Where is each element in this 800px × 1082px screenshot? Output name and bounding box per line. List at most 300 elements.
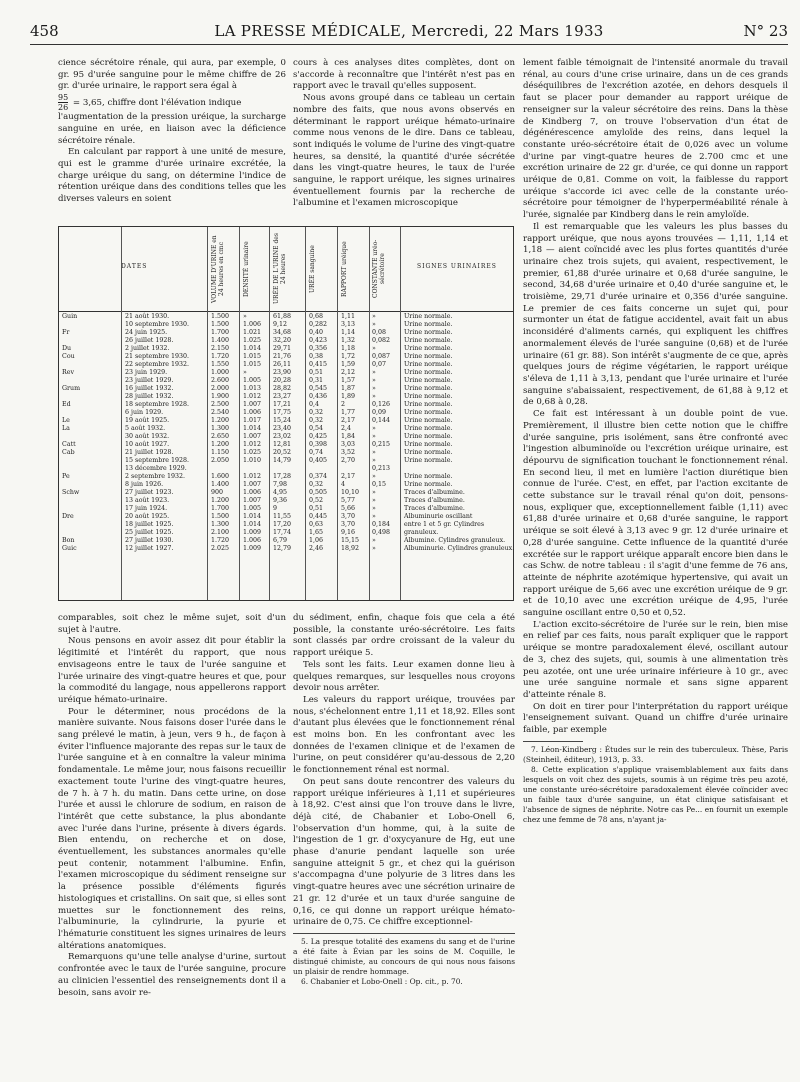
table-row [59,361,513,369]
row-signs: Urine normale. [404,473,453,480]
row-signs: Urine normale. [404,425,453,432]
row-urea-blood: 0,38 [309,353,324,360]
table-row [59,321,513,329]
paragraph: lement faible témoignait de l'intensité anormale du travail rénal, au cours d'une crise urinaire, dans un de ces grands déséquilibres de l'excrétion azotée, en dehors desquels il faut se placer pour demander au rapport uréique de renseigner sur la valeur sécrétoire des reins. Dans la thèse de Kindberg 7, on trouve l'observation d'un état de dégénérescence amyloïde des reins, dans lequel la constante uréo-sécrétoire était de 0,026 avec un volume d'urine par vingt-quatre heures de 2.700 cmc et une excrétion urinaire de 22 gr. d'urée, ce qui donne un rapport uréique de 0,81. Comme on voit, la faiblesse du rapport uréique s'accorde ici avec celle de la constante uréo-sécrétoire pour témoigner de l'hyperperméabilité rénale à l'urée, signalée par Kindberg dans le rein amyloïde. [523,58,788,221]
row-urea-blood: 0,31 [309,377,324,384]
row-constant: 0,126 [372,401,391,408]
row-constant: 0,07 [372,361,387,368]
row-constant: » [372,433,376,440]
row-volume: 1.200 [211,497,230,504]
row-date: 27 juillet 1923. [125,489,174,496]
row-patient: Le [62,417,70,424]
row-date: 21 juillet 1928. [125,449,174,456]
row-urea-blood: 0,52 [309,497,324,504]
row-constant: » [372,385,376,392]
row-date: 22 septembre 1932. [125,361,190,368]
column-3 [523,58,788,825]
row-constant: 0,087 [372,353,391,360]
row-signs: Albuminurie oscillant [404,513,473,520]
table-row [59,417,513,425]
row-urea-24h: 32,20 [273,337,292,344]
row-urea-24h: 15,24 [273,417,292,424]
row-date: 18 juillet 1925. [125,521,174,528]
footnote: 7. Léon-Kindberg : Études sur le rein des tuberculeux. Thèse, Paris (Steinheil, éditeur), 1913, p. 33. [523,744,788,764]
row-constant: 0,184 [372,521,391,528]
footnote: 5. La presque totalité des examens du sang et de l'urine a été faite à Évian par les soins de M. Coquille, le distingué chimiste, au concours de qui nous nous faisons un plaisir de rendre hommage. [293,936,515,976]
fraction [58,93,68,112]
row-constant: 0,215 [372,441,391,448]
row-date: 26 juillet 1928. [125,337,174,344]
row-volume: 1.550 [211,361,230,368]
table-row [59,545,513,553]
row-signs: Traces d'albumine. [404,505,465,512]
row-density: 1.013 [243,385,262,392]
row-volume: 2.500 [211,401,230,408]
row-date: 13 décembre 1929. [125,465,187,472]
row-date: 2 juillet 1932. [125,345,170,352]
row-volume: 1.400 [211,481,230,488]
row-urea-blood: 0,51 [309,369,324,376]
row-urea-blood: 0,74 [309,449,324,456]
row-urea-blood: 0,68 [309,313,324,320]
row-signs: Urine normale. [404,353,453,360]
row-urea-24h: 17,21 [273,401,292,408]
paragraph: Tels sont les faits. Leur examen donne lieu à quelques remarques, sur lesquelles nous croyons devoir nous arrêter. [293,659,515,694]
paragraph: On doit en tirer pour l'interprétation du rapport uréique l'enseignement suivant. Quand un chiffre d'urée urinaire faible, par exemple [523,701,788,736]
row-urea-blood: 0,445 [309,513,328,520]
row-constant: » [372,425,376,432]
row-urea-24h: 23,90 [273,369,292,376]
row-date: 23 juillet 1929. [125,377,174,384]
footnote-rule [523,741,583,742]
table-row [59,481,513,489]
row-density: 1.005 [243,505,262,512]
row-patient: Grum [62,385,81,392]
row-signs: entre 1 et 5 gr. Cylindres [404,521,485,528]
paragraph: Il est remarquable que les valeurs les plus basses du rapport uréique, que nous ayons trouvées — 1,11, 1,14 et 1,18 — aient coïncidé avec les plus fortes quantités d'urée urinaire chez trois sujets, qui avaient, respectivement, le premier, 61,88 d'urée urinaire et 0,68 d'urée sanguine, le second, 34,68 d'urée urinaire et 0,40 d'urée sanguine et, le troisième, 29,71 d'urée urinaire et 0,356 d'urée sanguine. Le premier de ces faits concerne un sujet qui, pour surmonter un état de fatigue accidentel, avait fait un abus inconsidéré d'aliments carnés, qui expliquent les chiffres anormalement élevés de l'urée sanguine (0,68) et de l'urée urinaire (61 gr. 88). Son intérêt s'augmente de ce que, après quelques jours de régime végétarien, le rapport uréique s'éleva de 1,11 à 3,13, pendant que l'urée urinaire et l'urée sanguine s'abaissaient, respectivement, de 61,88 à 9,12 et de 0,68 à 0,28. [523,221,788,408]
row-urea-blood: 0,505 [309,489,328,496]
row-constant: 0,08 [372,329,387,336]
row-constant: 0,15 [372,481,387,488]
row-signs: Albuminurie. Cylindres granuleux. [404,545,515,552]
table-row [59,401,513,409]
row-urea-blood: 0,415 [309,361,328,368]
row-volume: 2.600 [211,377,230,384]
row-urea-24h: 9,36 [273,497,288,504]
paragraph: Nous pensons en avoir assez dit pour établir la légitimité et l'intérêt du rapport, que nous envisageons entre le taux de l'urée sanguine et l'urée urinaire des vingt-quatre heures et que, pour la commodité du langage, nous appellerons rapport uréique hémato-urinaire. [58,636,286,705]
row-ratio: 3,70 [341,513,356,520]
row-constant: » [372,497,376,504]
row-urea-24h: 23,40 [273,425,292,432]
row-date: 8 juin 1926. [125,481,164,488]
row-volume: 1.000 [211,369,230,376]
row-volume: 1.900 [211,393,230,400]
row-volume: 1.200 [211,417,230,424]
row-density: 1.006 [243,537,262,544]
row-ratio: 1,57 [341,377,356,384]
row-urea-24h: 17,28 [273,473,292,480]
row-urea-blood: 0,63 [309,521,324,528]
row-signs: Urine normale. [404,329,453,336]
row-urea-24h: 34,68 [273,329,292,336]
page-number: 458 [30,22,59,40]
row-constant: » [372,505,376,512]
row-ratio: 1,18 [341,345,356,352]
row-density: 1.006 [243,489,262,496]
paragraph: En calculant par rapport à une unité de mesure, qui est le gramme d'urée urinaire excrétée, la charge uréique du sang, on détermine l'indice de rétention uréique dans des conditions telles que les diverses valeurs en soient [58,147,286,205]
table-row [59,369,513,377]
row-density: 1.025 [243,449,262,456]
row-constant: 0,144 [372,417,391,424]
footnote: 6. Chabanier et Lobo-Onell : Op. cit., p. 70. [301,976,463,986]
row-date: 25 juillet 1925. [125,529,174,536]
row-date: 16 juillet 1932. [125,385,174,392]
row-signs: Urine normale. [404,345,453,352]
row-date: 12 juillet 1927. [125,545,174,552]
row-patient: Cou [62,353,75,360]
row-urea-blood: 0,436 [309,393,328,400]
row-constant: » [372,321,376,328]
row-ratio: 1,87 [341,385,356,392]
row-constant: » [372,313,376,320]
row-date: 6 juin 1929. [125,409,164,416]
table-row [59,385,513,393]
row-density: 1.007 [243,401,262,408]
row-ratio: 1,84 [341,433,356,440]
paragraph: Ce fait est intéressant à un double point de vue. Premièrement, il illustre bien cette notion que le chiffre d'urée sanguine, pris isolément, sans être confronté avec l'ingestion albuminoïde ou l'excrétion uréique urinaire, est dépourvu de signification touchant le fonctionnement rénal. En second lieu, il met en lumière l'action diurétique bien connue de l'urée. C'est, en effet, par l'action excitante de cette substance sur le travail rénal qu'on doit, pensons-nous, expliquer que, exceptionnellement faible (1,11) avec 61,88 d'urée urinaire et 0,68 d'urée sanguine, le rapport uréique se soit élevé à 3,13 avec 9 gr. 12 d'urée urinaire et 0,28 d'urée sanguine. Cette influence de la quantité d'urée excrétée sur le rapport uréique apparaît encore bien dans le cas Schw. de notre tableau : il s'agit d'une femme de 76 ans, atteinte de néphrite azotémique hypertensive, qui avait un rapport uréique de 5,66 avec une excrétion uréique de 9 gr. et de 10,10 avec une excrétion uréique de 4,95, l'urée sanguine oscillant entre 0,50 et 0,52. [523,409,788,619]
row-ratio: 2,17 [341,473,356,480]
row-signs: Urine normale. [404,369,453,376]
paragraph: Remarquons qu'une telle analyse d'urine, surtout confrontée avec le taux de l'urée sanguine, procure au clinicien l'essentiel des renseignements dont il a besoin, sans avoir re- [58,952,286,998]
formula-result: = 3,65, chiffre dont l'élévation indique [72,98,242,109]
header-density: DENSITÉ urinaire [243,241,250,297]
row-date: 27 juillet 1930. [125,537,174,544]
row-date: 19 août 1925. [125,417,170,424]
row-signs: Urine normale. [404,337,453,344]
row-urea-blood: 0,40 [309,329,324,336]
table-body [59,313,513,553]
row-date: 2 septembre 1932. [125,473,186,480]
row-ratio: 2,12 [341,369,356,376]
row-urea-blood: 0,356 [309,345,328,352]
row-signs: Urine normale. [404,401,453,408]
row-signs: granuleux. [404,529,439,536]
paragraph: L'action excito-sécrétoire de l'urée sur le rein, bien mise en relief par ces faits, nous paraît expliquer que le rapport uréique se montre paradoxalement élevé, oscillant autour de 3, chez des sujets, qui, soumis à une alimentation très peu azotée, ont une urée urinaire inférieure à 10 gr., avec une urée sanguine normale et sans signe apparent d'atteinte rénale 8. [523,619,788,700]
row-density: 1.006 [243,321,262,328]
row-signs: Urine normale. [404,385,453,392]
table-row [59,473,513,481]
table-row [59,513,513,521]
row-constant: » [372,537,376,544]
paragraph: l'augmentation de la pression uréique, la surcharge sanguine en urée, en liaison avec la déficience sécrétoire rénale. [58,112,286,146]
row-patient: Pe [62,473,70,480]
row-urea-24h: 23,02 [273,433,292,440]
table-row [59,329,513,337]
row-ratio: 10,10 [341,489,360,496]
row-ratio: 18,92 [341,545,360,552]
row-constant: » [372,457,376,464]
row-urea-blood: 1,06 [309,537,324,544]
row-density: 1.015 [243,353,262,360]
row-urea-24h: 12,79 [273,545,292,552]
table-row [59,425,513,433]
row-date: 5 août 1932. [125,425,166,432]
fraction-denominator: 26 [58,103,69,113]
row-date: 13 août 1923. [125,497,170,504]
row-ratio: 1,89 [341,393,356,400]
issue-date: Mercredi, 22 Mars 1933 [411,22,604,40]
table-row [59,313,513,321]
paragraph: du sédiment, enfin, chaque fois que cela a été possible, la constante uréo-sécrétoire. Les faits sont classés par ordre croissant de la valeur du rapport uréique 5. [293,613,515,659]
column-2-top [293,58,515,210]
row-constant: » [372,369,376,376]
row-constant: 0,09 [372,409,387,416]
row-urea-24h: 17,20 [273,521,292,528]
page-header [30,22,788,42]
row-density: 1.014 [243,513,262,520]
row-volume: 1.720 [211,353,230,360]
journal-title [30,22,788,40]
row-date: 23 juin 1929. [125,369,168,376]
row-patient: Bon [62,537,75,544]
footnotes [523,745,788,825]
paragraph: Nous avons groupé dans ce tableau un certain nombre des faits, que nous avons observés en déterminant le rapport uréique hémato-urinaire comme nous venons de le dire. Dans ce tableau, sont indiqués le volume de l'urine des vingt-quatre heures, sa densité, la quantité d'urée sécrétée dans les vingt-quatre heures, le taux de l'urée sanguine, le rapport uréique, les signes urinaires éventuellement fournis par la recherche de l'albumine et l'examen microscopique [293,93,515,209]
row-volume: 1.720 [211,537,230,544]
row-volume: 1.150 [211,449,230,456]
row-density: 1.012 [243,441,262,448]
row-ratio: 2,70 [341,457,356,464]
row-volume: 1.700 [211,505,230,512]
row-density: 1.014 [243,345,262,352]
row-date: 24 juin 1925. [125,329,168,336]
row-signs: Urine normale. [404,321,453,328]
row-density: » [243,369,247,376]
header-volume: VOLUME D'URINE en 24 heures en cmc [211,235,225,303]
row-volume: 2.100 [211,529,230,536]
row-patient: Rev [62,369,75,376]
footnote: 8. Cette explication s'applique vraisemblablement aux faits dans lesquels on voit chez des sujets, soumis à un régime très peu azoté, une constante uréo-sécrétoire paradoxalement élevée coïncider avec un faible taux d'urée sanguine, un état clinique satisfaisant et l'absence de signes de néphrite. Notre cas Pe... en fournit un exemple chez une femme de 78 ans, n'ayant ja- [523,764,788,824]
column-1-bottom [58,613,286,999]
table-row [59,441,513,449]
row-volume: 1.200 [211,441,230,448]
row-urea-blood: 0,4 [309,401,320,408]
table-row [59,433,513,441]
row-volume: 2.650 [211,433,230,440]
row-urea-24h: 4,95 [273,489,288,496]
row-volume: 2.025 [211,545,230,552]
row-patient: Fr [62,329,70,336]
row-signs: Urine normale. [404,441,453,448]
paragraph: On peut sans doute rencontrer des valeurs du rapport uréique inférieures à 1,11 et supérieures à 18,92. C'est ainsi que l'on trouve dans le livre, déjà cité, de Chabanier et Lobo-Onell 6, l'observation d'un homme, qui, à la suite de l'ingestion de 1 gr. d'oxycyanure de Hg, eut une phase d'anurie pendant laquelle son urée sanguine atteignit 5 gr., et chez qui la guérison s'accompagna d'une polyurie de 3 litres dans les vingt-quatre heures avec une sécrétion urinaire de 21 gr. 12 d'urée et un taux d'urée sanguine de 0,16, ce qui donne un rapport uréique hémato-urinaire de 0,75. Ce chiffre exceptionnel- [293,776,515,928]
column-1-top [58,58,286,206]
table-row [59,529,513,537]
row-ratio: 5,77 [341,497,356,504]
row-urea-24h: 7,98 [273,481,288,488]
row-patient: La [62,425,70,432]
row-density: » [243,313,247,320]
row-signs: Urine normale. [404,361,453,368]
row-ratio: 1,11 [341,313,356,320]
row-urea-blood: 0,32 [309,481,324,488]
row-urea-blood: 0,405 [309,457,328,464]
row-volume: 1.500 [211,321,230,328]
row-signs: Traces d'albumine. [404,497,465,504]
row-date: 20 août 1925. [125,513,170,520]
table-row [59,345,513,353]
row-signs: Albumine. Cylindres granuleux. [404,537,506,544]
row-urea-24h: 29,71 [273,345,292,352]
row-patient: Guic [62,545,77,552]
issue-number: N° 23 [743,22,788,40]
row-urea-24h: 20,52 [273,449,292,456]
paragraph: cience sécrétoire rénale, qui aura, par exemple, 0 gr. 95 d'urée sanguine pour le même chiffre de 26 gr. d'urée urinaire, le rapport sera égal à [58,58,286,92]
table-row [59,409,513,417]
row-signs: Urine normale. [404,457,453,464]
row-date: 17 juin 1924. [125,505,168,512]
row-date: 10 septembre 1930. [125,321,190,328]
row-ratio: 1,59 [341,361,356,368]
row-density: 1.021 [243,329,262,336]
table-row [59,497,513,505]
table-row [59,457,513,465]
row-urea-blood: 0,425 [309,433,328,440]
row-density: 1.007 [243,497,262,504]
row-density: 1.009 [243,545,262,552]
table-row [59,521,513,529]
row-urea-24h: 12,81 [273,441,292,448]
paragraph: Les valeurs du rapport uréique, trouvées par nous, s'échelonnent entre 1,11 et 18,92. Elles sont d'autant plus élevées que le fonctionnement rénal est moins bon. En les confrontant avec les données de l'examen clinique et de l'examen de l'urine, on peut considérer qu'au-dessous de 2,20 le fonctionnement rénal est normal. [293,694,515,776]
row-date: 30 août 1932. [125,433,170,440]
row-urea-blood: 2,46 [309,545,324,552]
row-volume: 900 [211,489,224,496]
row-ratio: 1,72 [341,353,356,360]
row-signs: Urine normale. [404,433,453,440]
row-urea-24h: 9,12 [273,321,288,328]
row-constant: » [372,545,376,552]
row-patient: Du [62,345,72,352]
row-ratio: 5,66 [341,505,356,512]
row-volume: 1.300 [211,425,230,432]
row-urea-blood: 1,65 [309,529,324,536]
row-constant: » [372,473,376,480]
column-2-bottom [293,613,515,987]
row-ratio: 1,32 [341,337,356,344]
header-urea-blood: URÉE sanguine [309,245,316,293]
row-ratio: 3,70 [341,521,356,528]
row-urea-24h: 11,55 [273,513,292,520]
row-urea-24h: 14,79 [273,457,292,464]
row-urea-24h: 26,11 [273,361,292,368]
row-volume: 1.400 [211,337,230,344]
row-density: 1.025 [243,337,262,344]
row-urea-blood: 0,374 [309,473,328,480]
row-urea-blood: 0,32 [309,417,324,424]
row-constant: » [372,489,376,496]
row-constant: 0,213 [372,465,391,472]
formula-line [58,93,286,112]
row-volume: 1.600 [211,473,230,480]
row-ratio: 9,16 [341,529,356,536]
row-urea-24h: 20,28 [273,377,292,384]
row-urea-24h: 21,76 [273,353,292,360]
row-volume: 1.700 [211,329,230,336]
row-volume: 2.150 [211,345,230,352]
row-density: 1.010 [243,457,262,464]
row-date: 10 août 1927. [125,441,170,448]
row-date: 28 juillet 1932. [125,393,174,400]
row-signs: Urine normale. [404,377,453,384]
row-constant: » [372,377,376,384]
journal-name: LA PRESSE MÉDICALE, [214,22,407,40]
row-urea-24h: 61,88 [273,313,292,320]
row-urea-blood: 0,423 [309,337,328,344]
row-signs: Urine normale. [404,313,453,320]
fraction-numerator: 95 [58,93,69,103]
row-urea-24h: 6,79 [273,537,288,544]
row-density: 1.009 [243,529,262,536]
row-date: 21 août 1930. [125,313,170,320]
row-urea-blood: 0,282 [309,321,328,328]
header-signs: SIGNES URINAIRES [417,263,497,270]
table-row [59,337,513,345]
row-urea-blood: 0,51 [309,505,324,512]
row-ratio: 3,03 [341,441,356,448]
data-table [58,226,514,601]
row-urea-blood: 0,54 [309,425,324,432]
row-density: 1.007 [243,433,262,440]
row-urea-24h: 28,82 [273,385,292,392]
row-constant: » [372,513,376,520]
row-ratio: 4 [341,481,346,488]
table-row [59,449,513,457]
row-ratio: 3,52 [341,449,356,456]
row-ratio: 1,77 [341,409,356,416]
row-patient: Guin [62,313,78,320]
row-volume: 1.300 [211,521,230,528]
row-urea-24h: 23,27 [273,393,292,400]
row-patient: Ed [62,401,71,408]
row-patient: Catt [62,441,76,448]
row-date: 18 septembre 1928. [125,401,190,408]
table-row [59,465,513,473]
row-signs: Urine normale. [404,393,453,400]
table-row [59,353,513,361]
row-signs: Urine normale. [404,481,453,488]
row-date: 15 septembre 1928. [125,457,190,464]
header-constant: CONSTANTE uréo-sécrétoire [372,239,386,299]
row-density: 1.012 [243,393,262,400]
row-urea-24h: 9 [273,505,278,512]
row-density: 1.006 [243,409,262,416]
header-rule [30,44,788,45]
row-urea-blood: 0,398 [309,441,328,448]
paragraph: comparables, soit chez le même sujet, soit d'un sujet à l'autre. [58,613,286,635]
row-constant: » [372,345,376,352]
row-ratio: 3,13 [341,321,356,328]
row-density: 1.005 [243,377,262,384]
row-signs: Traces d'albumine. [404,489,465,496]
row-patient: Dre [62,513,74,520]
row-signs: Urine normale. [404,449,453,456]
row-density: 1.007 [243,481,262,488]
row-constant: » [372,393,376,400]
row-constant: 0,498 [372,529,391,536]
row-volume: 2.540 [211,409,230,416]
row-signs: Urine normale. [404,409,453,416]
row-volume: 2.050 [211,457,230,464]
table-row [59,537,513,545]
row-density: 1.015 [243,361,262,368]
